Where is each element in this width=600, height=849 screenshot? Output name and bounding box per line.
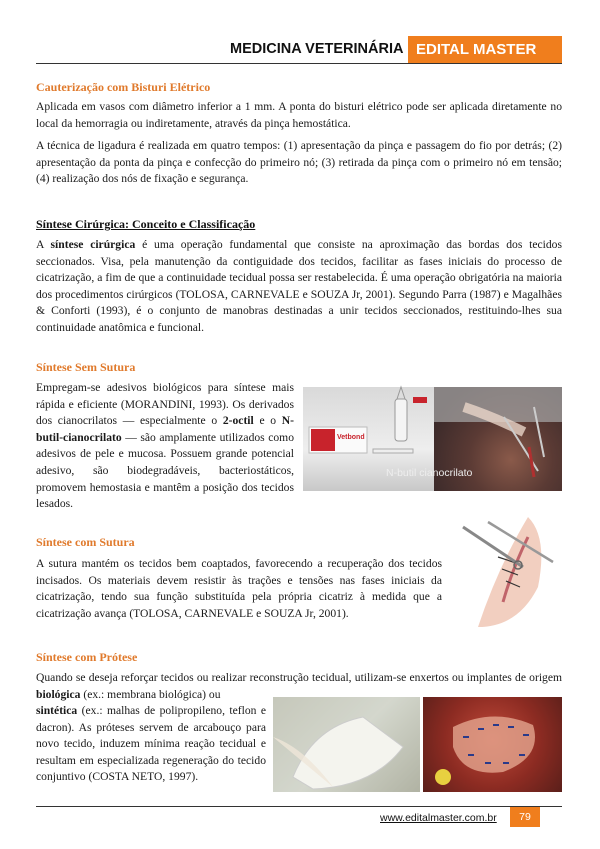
image-caption-butil: N-butil cianocrilato bbox=[386, 467, 473, 479]
suture-illustration bbox=[458, 507, 562, 632]
section-title-cauterizacao: Cauterização com Bisturi Elétrico bbox=[36, 80, 211, 94]
paragraph-com-sutura: A sutura mantém os tecidos bem coaptados, favorecendo a recuperação dos tecidos incisados. Os materiais devem resistir às trações e tensões nas fases iniciais da cicatrização, tendo sua função substituída pela própria cicatriz à medida que a cicatrização avança (TOLOSA, CARNEVALE e SOUZA Jr, 2001). bbox=[36, 557, 442, 620]
header-divider bbox=[36, 63, 562, 64]
header-title: MEDICINA VETERINÁRIA bbox=[230, 41, 404, 57]
page-number: 79 bbox=[510, 807, 540, 827]
surgery-photo bbox=[386, 387, 562, 491]
paragraph-com-protese: sintética (ex.: malhas de polipropileno, teflon e dacron). As próteses servem de arcabouço para novo tecido, induzem mínima reação tecidual e resultam em especializada regeneração do tecido conjuntivo (COSTA NETO, 1997). bbox=[36, 704, 266, 784]
footer-divider bbox=[36, 806, 562, 807]
paragraph-com-protese-lead: Quando se deseja reforçar tecidos ou realizar reconstrução tecidual, utilizam-se enxertos ou implantes de origem biológica (ex.: membrana biológica) ou bbox=[36, 671, 562, 701]
section-title-com-protese: Síntese com Prótese bbox=[36, 650, 138, 664]
header-brand: EDITAL MASTER bbox=[408, 36, 562, 63]
section-title-sintese-cirurgica: Síntese Cirúrgica: Conceito e Classificação bbox=[36, 217, 256, 231]
section-title-sem-sutura: Síntese Sem Sutura bbox=[36, 360, 136, 374]
paragraph-sem-sutura: Empregam-se adesivos biológicos para síntese mais rápida e eficiente (MORANDINI, 1993). Os derivados dos cianocrilatos — especialmente o 2-octil e o N-butil-cianocrilato — são amplamente utilizados como adesivos de pele e mucosa. Possuem grande potencial adesivo, são biodegradáveis, bacteriostáticos, promovem hemostasia e mantêm a posição dos tecidos lesados. bbox=[36, 381, 294, 511]
paragraph-cauterizacao: Aplicada em vasos com diâmetro inferior a 1 mm. A ponta do bisturi elétrico pode ser aplicada diretamente no local da hemorragia ou indiretamente, através da pinça hemostática. bbox=[36, 100, 562, 130]
paragraph-ligadura: A técnica de ligadura é realizada em quatro tempos: (1) apresentação da pinça e passagem do fio por detrás; (2) apresentação da ponta da pinça e confecção do primeiro nó; (3) retirada da pinça com o primeiro nó em tensão; (4) realização dos nós de fixação e segurança. bbox=[36, 139, 562, 186]
product-label: Vetbond bbox=[337, 434, 365, 441]
prosthesis-surgery-photo bbox=[423, 697, 562, 792]
section-title-com-sutura: Síntese com Sutura bbox=[36, 535, 135, 549]
paragraph-sintese-cirurgica: A síntese cirúrgica é uma operação fundamental que consiste na aproximação das bordas dos tecidos seccionados. Visa, pela manutenção da contiguidade dos tecidos, facilitar as fases iniciais do processo de cicatrização, a fim de que a continuidade tecidual possa ser restabelecida. É uma operação obrigatória na maioria dos procedimentos cirúrgicos (TOLOSA, CARNEVALE e SOUZA Jr, 2001). Segundo Parra (1987) e Magalhães & Conforti (1993), é o conjunto de manobras destinadas a unir tecidos seccionados, restituindo-lhes sua continuidade anatômica e funcional. bbox=[36, 238, 562, 334]
mesh-photo bbox=[273, 697, 420, 792]
footer-website-link[interactable]: www.editalmaster.com.br bbox=[380, 812, 497, 824]
